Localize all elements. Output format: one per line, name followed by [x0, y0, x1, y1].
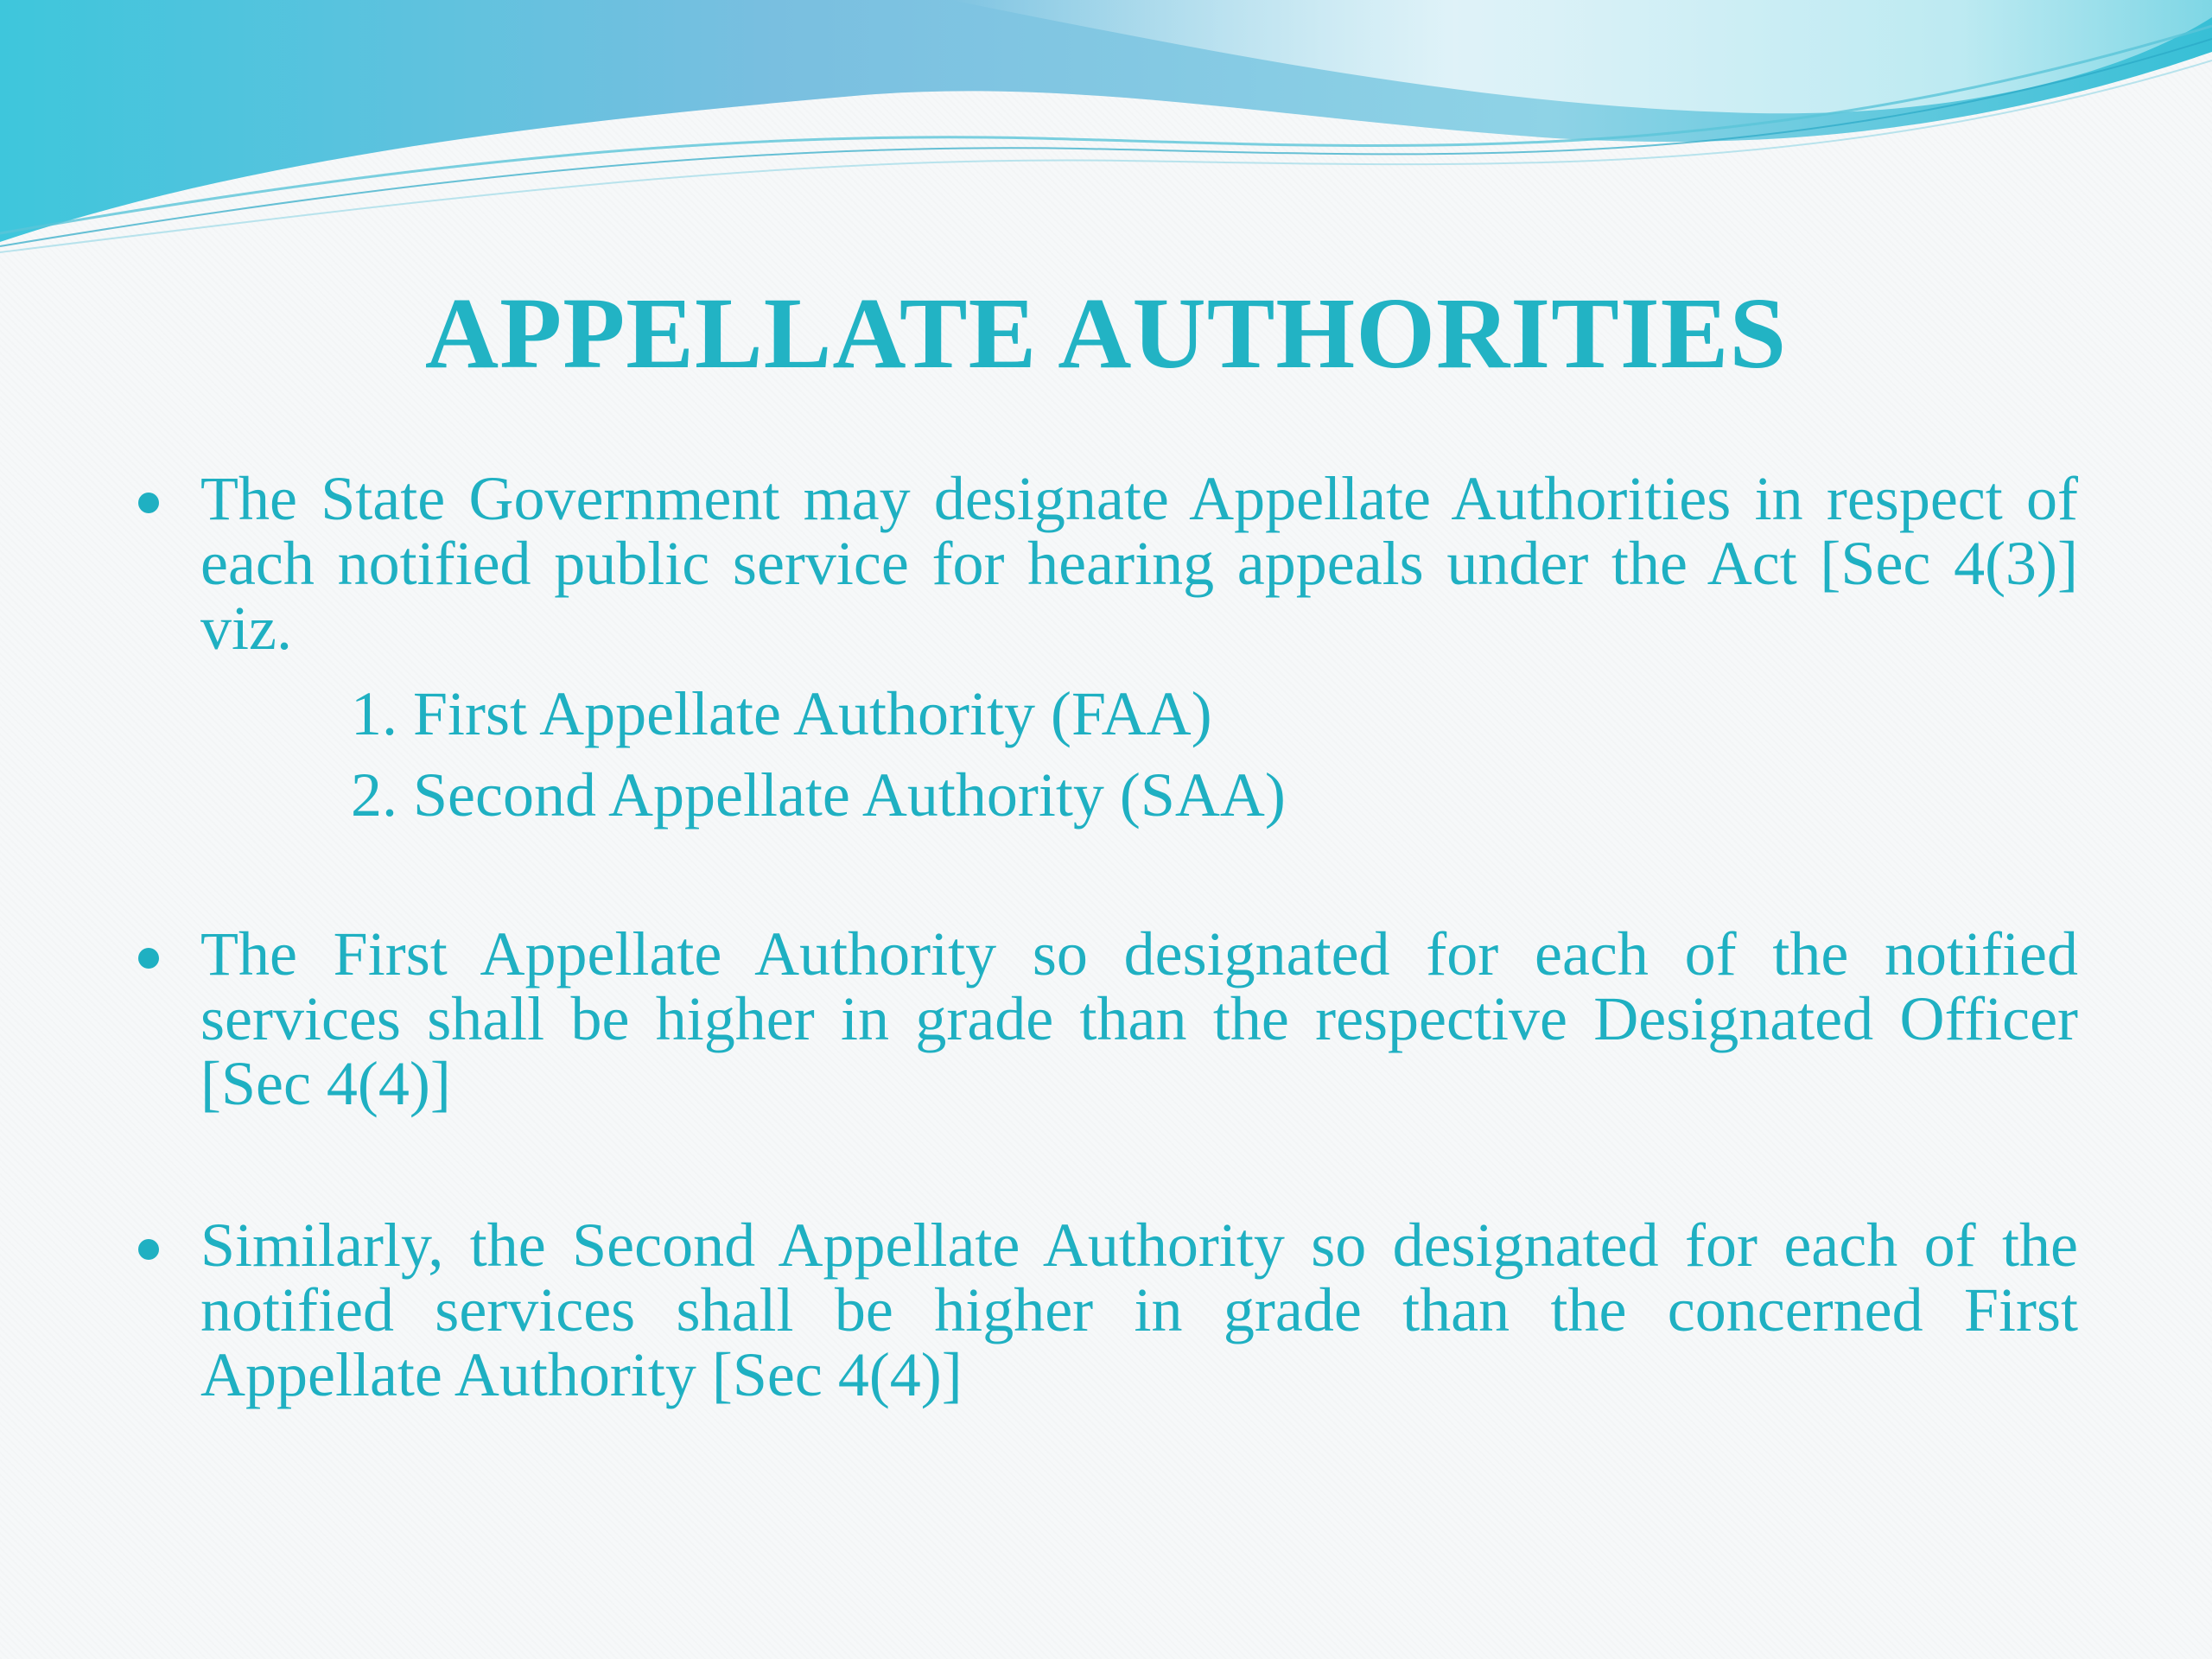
slide-title: APPELLATE AUTHORITIES: [424, 276, 1788, 390]
bullet-item: [138, 464, 2078, 663]
bullet-text: Similarly, the Second Appellate Authority so designated for each of the notified services shall be higher in grade than the concerned First Appellate Authority [Sec 4(4)]: [200, 1211, 2078, 1409]
bullet-icon: [138, 493, 159, 513]
sub-list-item: 2. Second Appellate Authority (SAA): [351, 760, 1286, 830]
bullet-text: The State Government may designate Appellate Authorities in respect of each notified public service for hearing appeals under the Act [Sec 4(3)] viz.: [200, 464, 2078, 663]
bullet-text: The First Appellate Authority so designated for each of the notified services shall be higher in grade than the respective Designated Officer [Sec 4(4)]: [200, 919, 2078, 1118]
header-wave-decoration: [0, 0, 2212, 259]
sub-list: [138, 673, 2078, 836]
bullet-item: [138, 919, 2078, 1118]
bullet-icon: [138, 948, 159, 969]
bullet-list: [138, 464, 2078, 1409]
sub-list-item: 1. First Appellate Authority (FAA): [351, 679, 1212, 748]
bullet-item: [138, 1213, 2078, 1408]
bullet-icon: [138, 1239, 159, 1260]
